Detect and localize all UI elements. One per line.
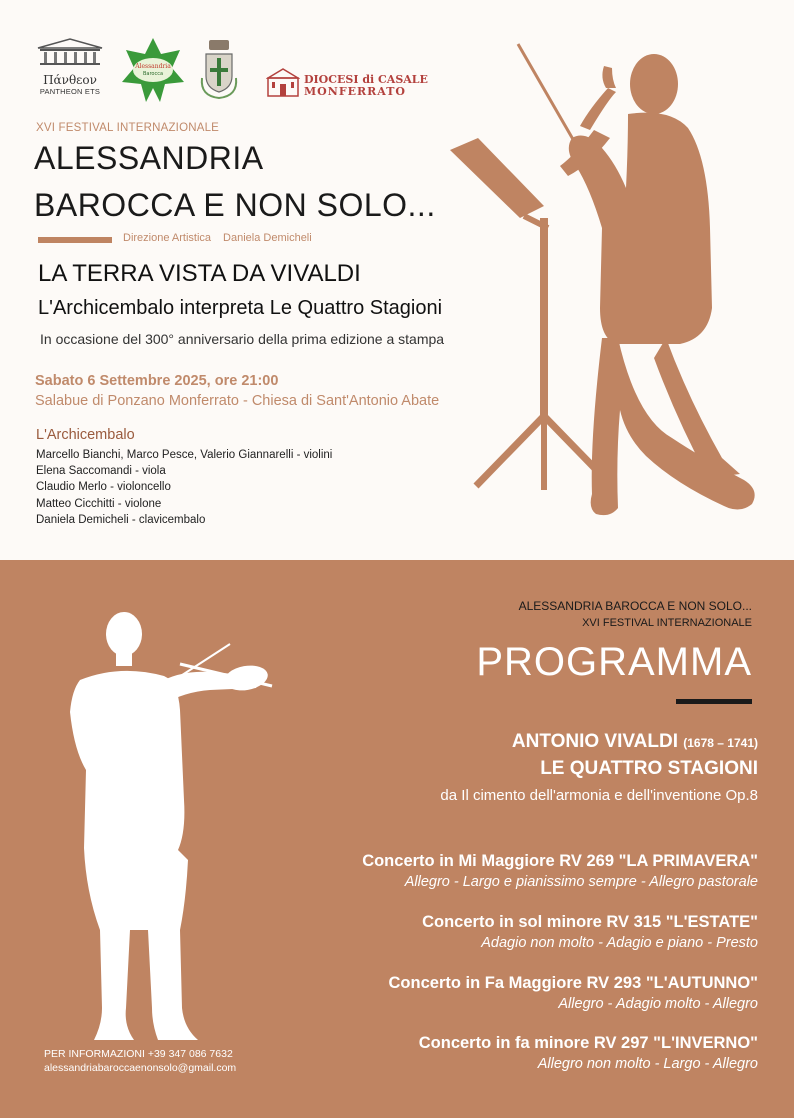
ensemble-members — [36, 447, 332, 528]
diocesi-line2: MONFERRATO — [304, 85, 406, 98]
concerto-movements: Adagio non molto - Adagio e piano - Presto — [481, 935, 758, 951]
programma-rule — [676, 699, 752, 704]
member-line: Claudio Merlo - violoncello — [36, 481, 171, 494]
member-line: Matteo Cicchitti - violone — [36, 497, 162, 510]
svg-text:Barocca: Barocca — [142, 71, 164, 77]
member-line: Marcello Bianchi, Marco Pesce, Valerio Giannarelli - violini — [36, 449, 333, 461]
event-date: Sabato 6 Settembre 2025, ore 21:00 — [35, 373, 279, 389]
programma-festival-edition: XVI FESTIVAL INTERNAZIONALE — [582, 617, 752, 629]
work-subtitle: da Il cimento dell'armonia e dell'inventione Op.8 — [440, 787, 758, 804]
occasion-text: In occasione del 300° anniversario della prima edizione a stampa — [40, 331, 445, 347]
work-title: LE QUATTRO STAGIONI — [540, 758, 758, 779]
badge-lettering: Alessandria — [135, 63, 171, 70]
concerto-movements: Allegro - Adagio molto - Allegro — [558, 996, 758, 1012]
concerto-title: Concerto in Mi Maggiore RV 269 "LA PRIMAVERA" — [362, 852, 758, 870]
festival-title-line1: ALESSANDRIA — [34, 140, 264, 176]
cathedral-icon — [266, 66, 300, 98]
coat-of-arms-icon — [198, 38, 240, 102]
festival-label: XVI FESTIVAL INTERNAZIONALE — [36, 122, 220, 134]
pantheon-temple-icon — [34, 38, 106, 66]
info-block — [44, 1047, 236, 1075]
title-rule — [38, 237, 112, 243]
concerto-movements: Allegro - Largo e pianissimo sempre - Allegro pastorale — [404, 874, 758, 890]
direzione-name: Daniela Demicheli — [223, 232, 312, 244]
info-phone: PER INFORMAZIONI +39 347 086 7632 — [44, 1048, 233, 1060]
programma-title: PROGRAMMA — [476, 640, 752, 684]
direzione-artistica — [123, 232, 324, 244]
concerto-movements: Allegro non molto - Largo - Allegro — [537, 1056, 758, 1072]
event-venue: Salabue di Ponzano Monferrato - Chiesa di Sant'Antonio Abate — [35, 393, 440, 409]
composer-name: ANTONIO VIVALDI — [511, 731, 678, 752]
concert-subtitle: L'Archicembalo interpreta Le Quattro Stagioni — [38, 297, 443, 319]
composer-years: (1678 – 1741) — [683, 736, 758, 750]
violinist-silhouette-icon — [60, 600, 280, 1050]
concerto-item — [362, 852, 758, 890]
concerto-item — [389, 974, 758, 1012]
logos-row — [34, 38, 434, 104]
concerto-title: Concerto in Fa Maggiore RV 293 "L'AUTUNNO" — [388, 974, 758, 992]
pantheon-name: Πάνθεον — [43, 73, 97, 87]
concerto-title: Concerto in fa minore RV 297 "L'INVERNO" — [418, 1034, 758, 1052]
concerto-item — [422, 913, 758, 951]
direzione-label: Direzione Artistica — [123, 232, 212, 244]
concert-title: LA TERRA VISTA DA VIVALDI — [38, 260, 361, 287]
concerto-item — [419, 1034, 758, 1072]
concerto-title: Concerto in sol minore RV 315 "L'ESTATE" — [422, 913, 758, 931]
programma-festival-name: ALESSANDRIA BAROCCA E NON SOLO... — [518, 599, 752, 613]
festival-title-line2: BAROCCA E NON SOLO... — [34, 187, 436, 223]
composer-line — [512, 731, 758, 753]
ensemble-name: L'Archicembalo — [36, 427, 135, 443]
pantheon-sub: PANTHEON ETS — [39, 87, 101, 96]
conductor-silhouette-icon — [440, 38, 770, 528]
member-line: Daniela Demicheli - clavicembalo — [36, 513, 206, 526]
member-line: Elena Saccomandi - viola — [36, 465, 166, 478]
alessandria-barocca-badge-icon — [118, 36, 188, 104]
info-email[interactable]: alessandriabaroccaenonsolo@gmail.com — [44, 1062, 237, 1074]
diocesi-line1: DIOCESI di CASALE — [304, 73, 428, 86]
pantheon-logo — [34, 38, 106, 96]
